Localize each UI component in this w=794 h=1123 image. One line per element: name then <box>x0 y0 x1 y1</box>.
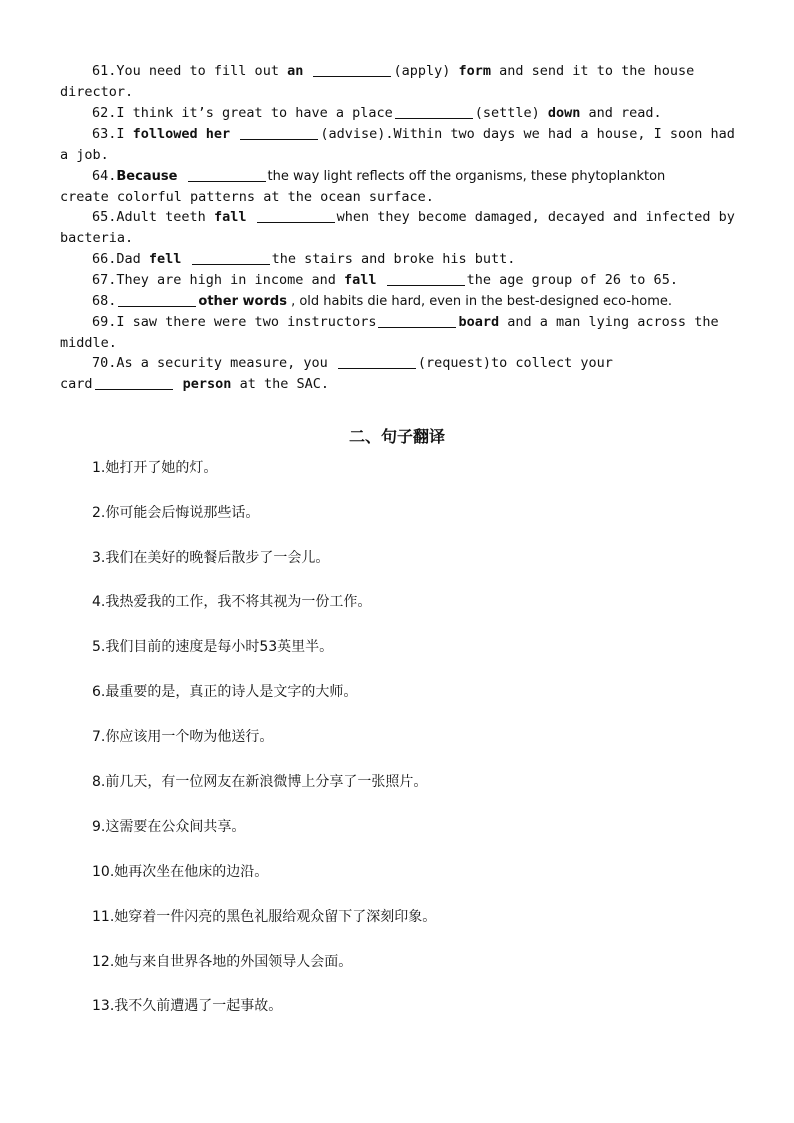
question-text: a job. <box>60 147 109 163</box>
question-63 <box>60 124 736 145</box>
question-number: 69. <box>92 314 117 330</box>
answer-blank[interactable] <box>192 250 270 265</box>
question-text: (request)to collect your <box>417 355 613 371</box>
question-number: 70. <box>92 355 117 371</box>
question-65 <box>60 207 736 228</box>
question-text: (settle) <box>474 105 548 121</box>
section-title: 二、句子翻译 <box>348 427 445 446</box>
bold-keyword: Because <box>116 169 178 184</box>
translation-item: 1.她打开了她的灯。 <box>92 460 218 476</box>
question-text: the age group of 26 to 65. <box>466 272 678 288</box>
bold-keyword: board <box>458 314 500 330</box>
translation-item: 5.我们目前的速度是每小时53英里半。 <box>92 639 334 655</box>
question-text: and read. <box>580 105 662 121</box>
translation-item: 7.你应该用一个吻为他送行。 <box>92 729 274 745</box>
bold-keyword: followed her <box>132 126 231 142</box>
question-number: 64. <box>92 168 117 184</box>
question-text: at the SAC. <box>231 376 329 392</box>
question-text: when they become damaged, decayed and infected by <box>336 209 735 225</box>
question-66 <box>60 249 736 270</box>
question-67 <box>60 270 736 291</box>
question-number: 61. <box>92 63 117 79</box>
answer-blank[interactable] <box>338 354 416 369</box>
question-text: bacteria. <box>60 230 134 246</box>
question-61 <box>60 61 736 82</box>
translation-item: 10.她再次坐在他床的边沿。 <box>92 864 269 880</box>
answer-blank[interactable] <box>387 271 465 286</box>
question-text: the way light reflects off the organisms, these phytoplankton <box>267 169 666 184</box>
question-text: card <box>60 376 93 392</box>
question-64-cont <box>60 187 736 208</box>
question-text: I think it’s great to have a place <box>116 105 393 121</box>
question-70-cont <box>60 374 736 395</box>
translation-item: 12.她与来自世界各地的外国领导人会面。 <box>92 954 353 970</box>
question-text: middle. <box>60 335 117 351</box>
question-text: Adult teeth <box>116 209 214 225</box>
bold-keyword: fell <box>148 251 182 267</box>
question-number: 66. <box>92 251 117 267</box>
question-text: You need to fill out <box>116 63 288 79</box>
bold-keyword: down <box>547 105 581 121</box>
translation-item: 11.她穿着一件闪亮的黑色礼服给观众留下了深刻印象。 <box>92 909 437 925</box>
question-61-cont <box>60 82 736 103</box>
answer-blank[interactable] <box>395 104 473 119</box>
question-text: create colorful patterns at the ocean surface. <box>60 189 434 205</box>
question-number: 65. <box>92 209 117 225</box>
question-text: Dad <box>116 251 149 267</box>
translation-item: 6.最重要的是，真正的诗人是文字的大师。 <box>92 684 358 700</box>
question-69-cont <box>60 333 736 354</box>
bold-keyword: form <box>458 63 492 79</box>
question-text: I saw there were two instructors <box>116 314 377 330</box>
answer-blank[interactable] <box>240 125 318 140</box>
question-number: 68. <box>92 293 117 309</box>
question-text: and a man lying across the <box>499 314 719 330</box>
translation-item: 2.你可能会后悔说那些话。 <box>92 505 260 521</box>
question-text: the stairs and broke his butt. <box>271 251 516 267</box>
question-text: I <box>116 126 133 142</box>
question-62 <box>60 103 736 124</box>
question-number: 67. <box>92 272 117 288</box>
answer-blank[interactable] <box>188 167 266 182</box>
answer-blank[interactable] <box>313 62 391 77</box>
bold-keyword: other words <box>198 294 287 309</box>
bold-keyword: person <box>182 376 232 392</box>
translation-item: 13.我不久前遭遇了一起事故。 <box>92 998 283 1014</box>
translation-item: 9.这需要在公众间共享。 <box>92 819 246 835</box>
question-64 <box>60 166 736 187</box>
answer-blank[interactable] <box>378 313 456 328</box>
question-text: , old habits die hard, even in the best-designed eco-home. <box>286 294 673 309</box>
translation-item: 4.我热爱我的工作，我不将其视为一份工作。 <box>92 594 372 610</box>
question-text: director. <box>60 84 134 100</box>
question-text: They are high in income and <box>116 272 344 288</box>
question-number: 62. <box>92 105 117 121</box>
question-69 <box>60 312 736 333</box>
translation-item: 3.我们在美好的晚餐后散步了一会儿。 <box>92 550 330 566</box>
question-63-cont <box>60 145 736 166</box>
translation-item: 8.前几天，有一位网友在新浪微博上分享了一张照片。 <box>92 774 428 790</box>
bold-keyword: fall <box>213 209 247 225</box>
question-70 <box>60 353 736 374</box>
answer-blank[interactable] <box>95 375 173 390</box>
answer-blank[interactable] <box>118 292 196 307</box>
bold-keyword: fall <box>343 272 377 288</box>
question-text: (advise).Within two days we had a house, I soon had <box>320 126 735 142</box>
question-65-cont <box>60 228 736 249</box>
question-text: As a security measure, you <box>116 355 336 371</box>
bold-keyword: an <box>287 63 304 79</box>
question-text: and send it to the house <box>491 63 695 79</box>
answer-blank[interactable] <box>257 208 335 223</box>
question-68 <box>60 291 736 312</box>
question-number: 63. <box>92 126 117 142</box>
question-text: (apply) <box>393 63 459 79</box>
